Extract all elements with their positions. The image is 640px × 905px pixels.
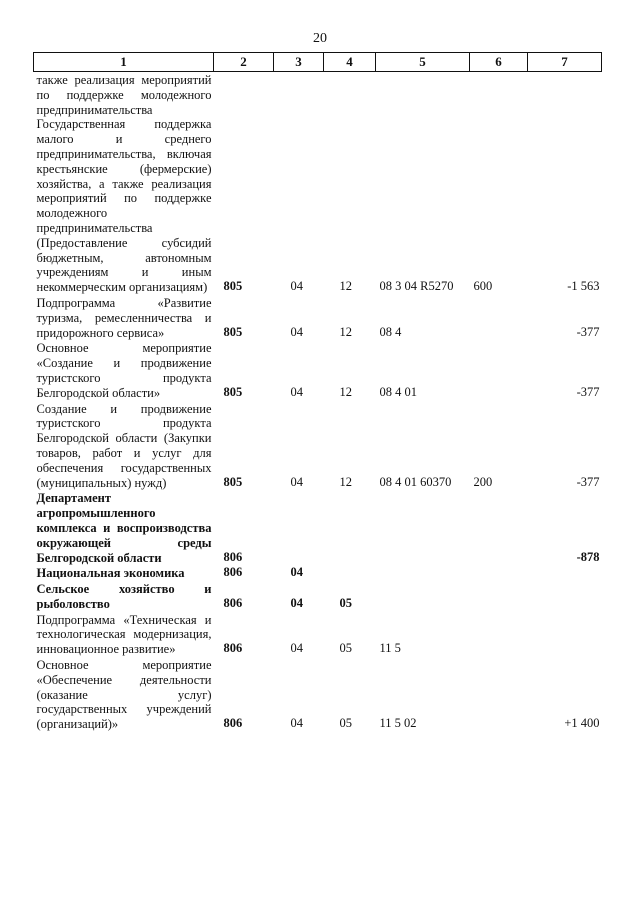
row-target-article <box>376 565 470 581</box>
header-row <box>34 53 602 72</box>
row-ved-code: 805 <box>223 384 243 399</box>
row-section <box>274 490 324 565</box>
row-target-article: 08 3 04 R5270 <box>379 279 454 294</box>
row-amount: +1 400 <box>564 716 600 731</box>
row-target-article: 11 5 <box>379 641 401 656</box>
row-target-article: 08 4 01 60370 <box>379 474 452 489</box>
row-expense-type: 600 <box>473 279 493 294</box>
table-row <box>34 295 602 340</box>
row-target-article: 11 5 02 <box>379 716 417 731</box>
row-target-article: 08 4 01 <box>379 384 417 399</box>
row-amount: -377 <box>576 384 600 399</box>
row-name: Основное мероприятие «Создание и продвижение туристского продукта Белгородской области» <box>36 341 212 400</box>
table-row <box>34 401 602 491</box>
row-ved-code: 805 <box>223 279 243 294</box>
row-amount <box>528 581 602 612</box>
table-row <box>34 340 602 400</box>
row-subsection <box>324 565 376 581</box>
row-name: Основное мероприятие «Обеспечение деятельности (оказание услуг) государственных учреждений (организаций)» <box>36 658 212 732</box>
row-amount: -1 563 <box>567 279 600 294</box>
header-col-3: 3 <box>274 53 324 72</box>
table-row <box>34 565 602 581</box>
row-expense-type <box>470 612 528 657</box>
table-row <box>34 581 602 612</box>
row-ved-code: 805 <box>223 324 243 339</box>
row-subsection: 12 <box>339 474 352 489</box>
row-section: 04 <box>290 716 303 731</box>
row-name: Национальная экономика <box>36 566 185 581</box>
row-subsection <box>324 490 376 565</box>
header-col-6: 6 <box>470 53 528 72</box>
header-col-1: 1 <box>34 53 214 72</box>
row-section: 04 <box>290 474 303 489</box>
row-expense-type <box>470 581 528 612</box>
row-subsection: 12 <box>339 384 352 399</box>
row-ved-code: 806 <box>223 565 243 580</box>
row-section: 04 <box>290 384 303 399</box>
row-subsection: 05 <box>339 716 352 731</box>
row-name: Подпрограмма «Развитие туризма, ремесленничества и придорожного сервиса» <box>36 295 212 340</box>
row-section: 04 <box>290 595 303 610</box>
row-target-article <box>376 581 470 612</box>
row-ved-code: 806 <box>223 716 243 731</box>
row-section: 04 <box>290 641 303 656</box>
table-row <box>34 490 602 565</box>
row-target-article: 08 4 <box>379 324 402 339</box>
header-col-7: 7 <box>528 53 602 72</box>
row-amount: -377 <box>576 324 600 339</box>
row-target-article <box>376 490 470 565</box>
header-col-4: 4 <box>324 53 376 72</box>
header-col-5: 5 <box>376 53 470 72</box>
row-expense-type <box>470 340 528 400</box>
header-col-2: 2 <box>214 53 274 72</box>
row-expense-type <box>470 490 528 565</box>
row-section: 04 <box>290 324 303 339</box>
row-amount: -878 <box>576 549 600 564</box>
table-row <box>34 657 602 732</box>
page-number: 20 <box>313 31 327 46</box>
budget-table <box>33 52 602 732</box>
row-expense-type: 200 <box>473 474 493 489</box>
row-amount <box>528 612 602 657</box>
row-expense-type <box>470 565 528 581</box>
row-name: Создание и продвижение туристского продукта Белгородской области (Закупки товаров, работ и услуг для обеспечения государственных (муниципальных) нужд) <box>36 401 212 490</box>
row-name: Сельское хозяйство и рыболовство <box>36 582 212 611</box>
row-ved-code: 805 <box>223 474 243 489</box>
table-row <box>34 72 602 295</box>
row-ved-code: 806 <box>223 641 243 656</box>
row-section: 04 <box>290 565 303 580</box>
row-ved-code: 806 <box>223 549 243 564</box>
row-subsection: 12 <box>339 324 352 339</box>
row-subsection: 12 <box>339 279 352 294</box>
row-expense-type <box>470 657 528 732</box>
table-body <box>34 72 602 733</box>
row-subsection: 05 <box>339 595 352 610</box>
row-amount <box>528 565 602 581</box>
table-row <box>34 612 602 657</box>
row-subsection: 05 <box>339 641 352 656</box>
row-expense-type <box>470 295 528 340</box>
row-amount: -377 <box>576 474 600 489</box>
row-name: также реализация мероприятий по поддержке молодежного предпринимательства Государственная поддержка малого и среднего предпринимательства, включая крестьянские (фермерские) хозяйства, а также реализация мероприятий по поддержке молодежного предпринимательства (Предоставление субсидий бюджетным, автономным учреждениям и иным некоммерческим организациям) <box>36 73 212 295</box>
table-header <box>34 53 602 72</box>
row-ved-code: 806 <box>223 595 243 610</box>
row-name: Подпрограмма «Техническая и технологическая модернизация, инновационное развитие» <box>36 612 212 657</box>
row-section: 04 <box>290 279 303 294</box>
row-name: Департамент агропромышленного комплекса и воспроизводства окружающей среды Белгородской области <box>36 491 212 565</box>
